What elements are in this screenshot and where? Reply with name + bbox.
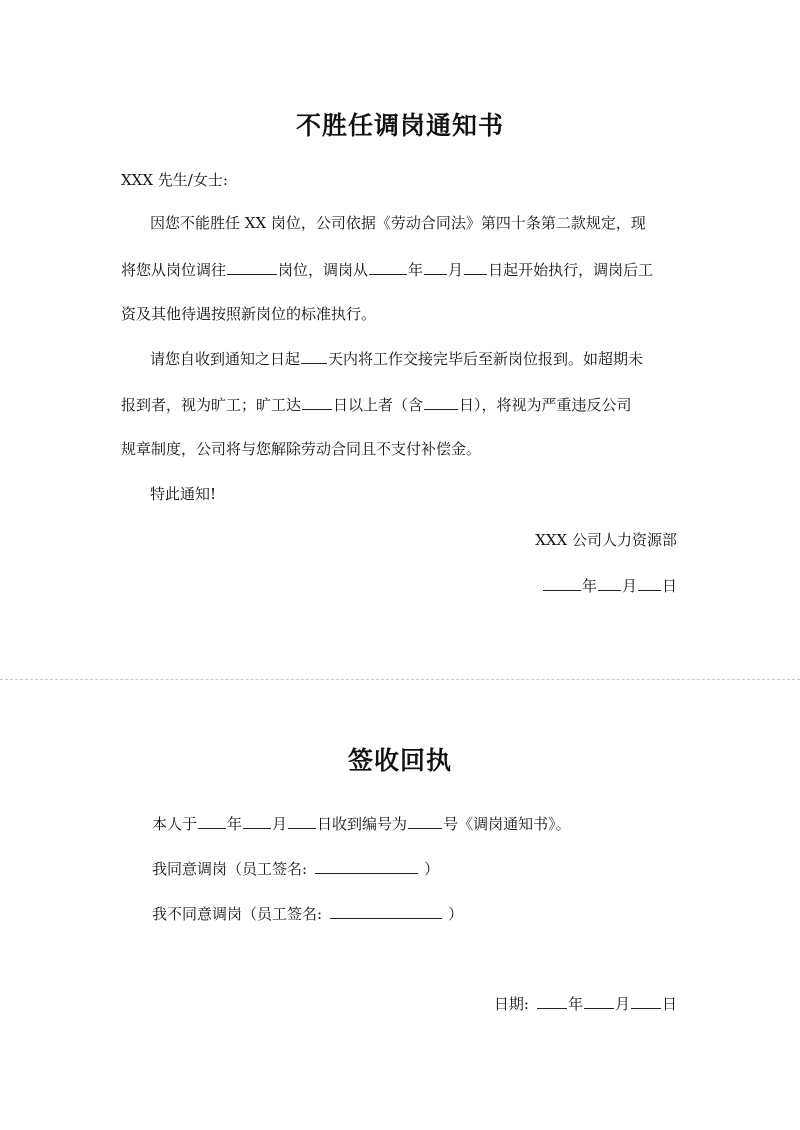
paragraph-1-line-2	[121, 259, 653, 280]
text-segment: 报到者，视为旷工；旷工达	[121, 396, 302, 414]
text-segment: 号《调岗通知书》。	[443, 815, 571, 833]
text-segment: 月	[621, 577, 637, 595]
text-segment: ）	[448, 905, 464, 923]
text-segment: 月	[448, 261, 464, 279]
cut-line-divider	[0, 679, 800, 680]
text-segment: 岗位，调岗从	[278, 261, 369, 279]
agree-line	[152, 858, 439, 879]
receipt-date-day-blank	[631, 993, 661, 1009]
receipt-day-blank	[288, 813, 316, 829]
text-segment: 日	[661, 577, 677, 595]
closing-text: 特此通知!	[150, 485, 217, 503]
text-segment: 年	[227, 815, 243, 833]
agree-signature-field[interactable]	[315, 858, 418, 874]
text-segment: 日收到编号为	[317, 815, 408, 833]
text-segment: 我同意调岗（员工签名:	[152, 860, 308, 878]
day-blank	[638, 575, 661, 591]
text-segment: 日起开始执行，调岗后工	[488, 261, 654, 279]
text-segment: 日以上者（含	[333, 396, 424, 414]
start-day-blank	[464, 259, 487, 275]
text-segment: 月	[272, 815, 288, 833]
text-segment: 请您自收到通知之日起	[150, 350, 301, 368]
year-blank	[543, 575, 581, 591]
text-segment: 月	[614, 995, 630, 1013]
receipt-date-month-blank	[584, 993, 614, 1009]
absence-days-blank	[302, 394, 332, 410]
text-segment: 年	[567, 995, 583, 1013]
paragraph-2-line-1	[150, 348, 643, 369]
inclusive-days-blank	[424, 394, 458, 410]
text-segment: 日期:	[493, 995, 529, 1013]
start-year-blank	[369, 259, 407, 275]
receipt-date-year-blank	[537, 993, 567, 1009]
paragraph-2-line-3: 规章制度，公司将与您解除劳动合同且不支付补偿金。	[121, 440, 482, 458]
start-month-blank	[424, 259, 447, 275]
paragraph-1-line-1: 因您不能胜任 XX 岗位，公司依据《劳动合同法》第四十条第二款规定，现	[150, 214, 646, 232]
receipt-date	[420, 993, 677, 1014]
receipt-year-blank	[198, 813, 226, 829]
signer: XXX 公司人力资源部	[535, 531, 677, 549]
text-segment: 将您从岗位调往	[121, 261, 227, 279]
month-blank	[598, 575, 621, 591]
new-position-blank	[227, 259, 277, 275]
document-number-blank	[408, 813, 442, 829]
notice-title: 不胜任调岗通知书	[295, 111, 504, 140]
disagree-line	[152, 903, 463, 924]
receipt-title: 签收回执	[347, 746, 452, 775]
paragraph-2-line-2	[121, 394, 632, 415]
text-segment: 我不同意调岗（员工签名:	[152, 905, 323, 923]
text-segment: 天内将工作交接完毕后至新岗位报到。如超期未	[328, 350, 644, 368]
receipt-line-1	[152, 813, 571, 834]
text-segment: ）	[424, 860, 440, 878]
text-segment: 年	[581, 577, 597, 595]
notice-date	[420, 575, 677, 596]
salutation: XXX 先生/女士:	[121, 171, 228, 189]
text-segment: 日），将视为严重违反公司	[459, 396, 632, 414]
disagree-signature-field[interactable]	[330, 903, 442, 919]
text-segment: 年	[408, 261, 424, 279]
paragraph-1-line-3: 资及其他待遇按照新岗位的标准执行。	[121, 305, 377, 323]
days-blank	[301, 348, 327, 364]
receipt-month-blank	[243, 813, 271, 829]
text-segment: 本人于	[152, 815, 198, 833]
text-segment: 日	[661, 995, 677, 1013]
